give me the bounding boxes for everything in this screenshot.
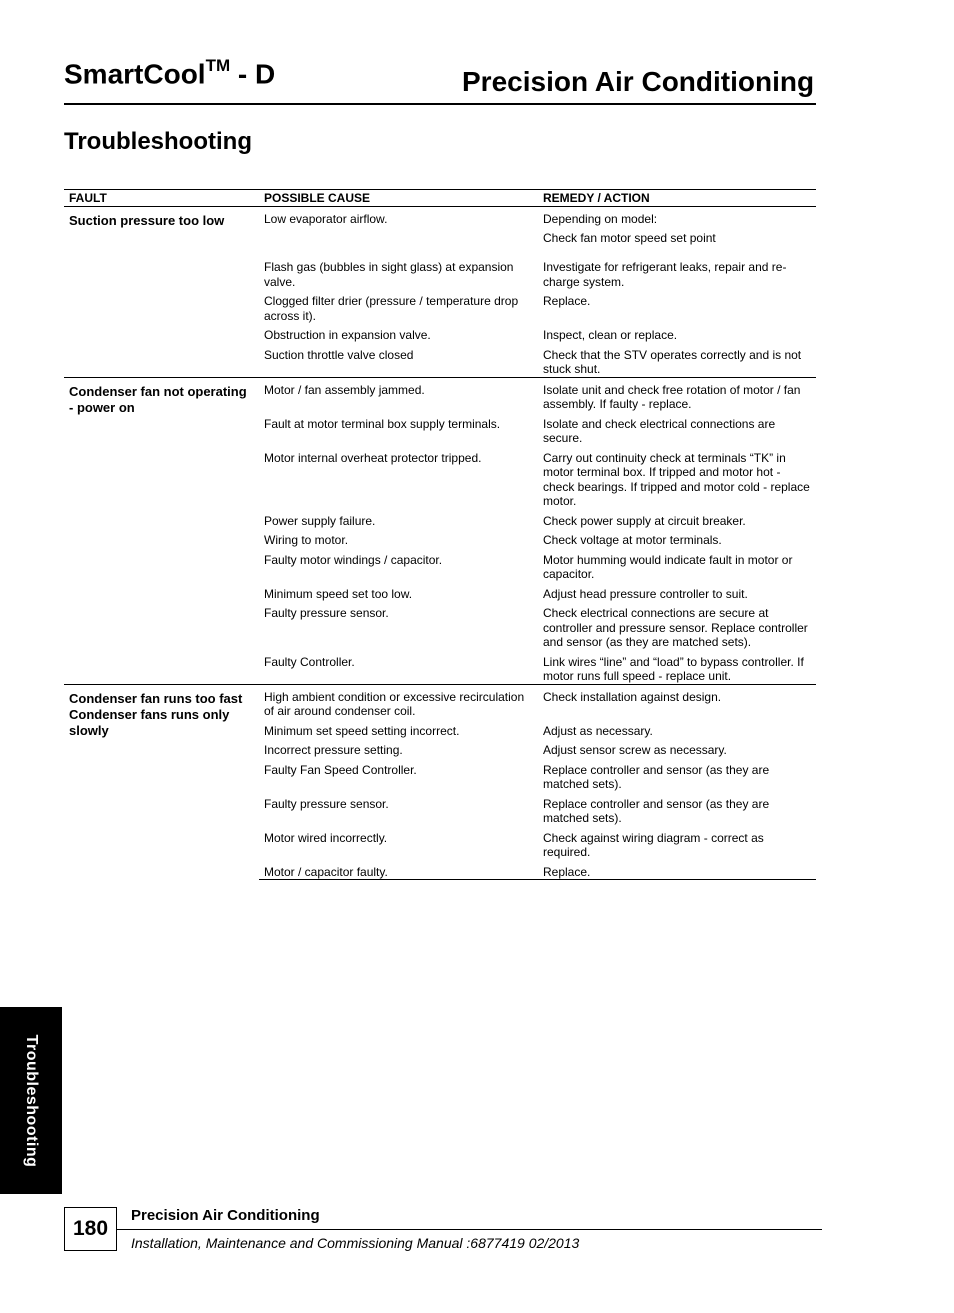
footer-title: Precision Air Conditioning (131, 1207, 320, 1224)
remedy-cell: Depending on model: (538, 206, 816, 226)
cause-cell: Faulty pressure sensor. (264, 606, 389, 620)
side-tab-label: Troubleshooting (23, 1034, 40, 1167)
section-title: Troubleshooting (64, 128, 252, 155)
remedy-cell: Replace. (538, 860, 816, 880)
remedy-cell: Isolate unit and check free rotation of motor / fan assembly. If faulty - replace. (538, 377, 816, 412)
table-row (64, 206, 816, 226)
cause-cell: Minimum set speed setting incorrect. (264, 723, 460, 738)
table-header-row (64, 190, 816, 207)
remedy-cell: Inspect, clean or replace. (543, 328, 678, 342)
remedy-cell: Replace. (543, 294, 591, 308)
document-title: Precision Air Conditioning (462, 66, 815, 97)
cause-cell: Faulty Controller. (264, 654, 355, 669)
remedy-cell: Check installation against design. (538, 684, 816, 719)
header-rule (64, 103, 816, 105)
cause-cell: Flash gas (bubbles in sight glass) at expansion valve. (264, 260, 514, 289)
brand-name: SmartCool (64, 58, 206, 90)
fault-label: Condenser fan not operating - power on (69, 383, 247, 415)
remedy-cell: Motor humming would indicate fault in motor or capacitor. (543, 552, 793, 581)
footer-rule (117, 1229, 822, 1230)
fault-label: Suction pressure too low (69, 212, 225, 228)
cause-cell: Motor wired incorrectly. (264, 830, 388, 845)
remedy-cell: Check against wiring diagram - correct as required. (543, 830, 764, 859)
column-header-remedy: REMEDY / ACTION (538, 190, 816, 207)
remedy-cell: Carry out continuity check at terminals “TK” in motor terminal box. If tripped and motor hot - check bearings. If tripped and motor cold - replace motor. (543, 450, 810, 508)
cause-cell: Wiring to motor. (264, 533, 349, 547)
remedy-cell: Adjust sensor screw as necessary. (543, 743, 727, 757)
cause-cell: Minimum speed set too low. (264, 586, 413, 601)
fault-cell (64, 377, 259, 684)
cause-cell: Clogged filter drier (pressure / temperature drop across it). (264, 294, 519, 323)
fault-label: Condenser fans runs only slowly (69, 706, 230, 738)
trademark-mark: TM (205, 56, 231, 75)
footer-subtitle: Installation, Maintenance and Commissioning Manual :6877419 02/2013 (131, 1235, 580, 1251)
cause-cell (259, 226, 538, 255)
cause-cell: Faulty Fan Speed Controller. (264, 762, 417, 777)
cause-cell: Motor / capacitor faulty. (259, 860, 538, 880)
fault-cell (64, 206, 259, 377)
cause-cell: Faulty motor windings / capacitor. (264, 552, 443, 567)
remedy-cell: Replace controller and sensor (as they are matched sets). (543, 762, 770, 791)
fault-cell (64, 684, 259, 880)
cause-cell: Low evaporator airflow. (259, 206, 538, 226)
remedy-cell: Investigate for refrigerant leaks, repair and re-charge system. (543, 260, 787, 289)
table-row (64, 377, 816, 412)
remedy-cell: Check voltage at motor terminals. (543, 533, 722, 547)
cause-cell: Incorrect pressure setting. (264, 743, 403, 757)
table-row (64, 684, 816, 719)
page-number: 180 (64, 1207, 117, 1251)
troubleshooting-table (64, 189, 816, 880)
cause-cell: Power supply failure. (264, 513, 376, 528)
remedy-cell: Check electrical connections are secure at controller and pressure sensor. Replace controller and sensor (as they are matched sets). (543, 606, 808, 649)
remedy-cell: Adjust as necessary. (543, 723, 653, 738)
column-header-cause: POSSIBLE CAUSE (259, 190, 538, 207)
remedy-cell: Link wires “line” and “load” to bypass controller. If motor runs full speed - replace unit. (543, 654, 804, 683)
cause-cell: Obstruction in expansion valve. (264, 328, 431, 342)
brand-suffix: - D (230, 58, 276, 90)
column-header-fault: FAULT (64, 190, 259, 207)
cause-cell: Fault at motor terminal box supply terminals. (264, 416, 501, 431)
remedy-cell: Check power supply at circuit breaker. (543, 513, 746, 528)
remedy-cell: Replace controller and sensor (as they are matched sets). (543, 796, 770, 825)
cause-cell: Motor internal overheat protector tripped. (264, 450, 482, 465)
remedy-cell: Isolate and check electrical connections are secure. (543, 416, 776, 445)
table-body (64, 206, 816, 880)
cause-cell: Motor / fan assembly jammed. (259, 377, 538, 412)
fault-label: Condenser fan runs too fast (69, 690, 243, 706)
remedy-cell: Adjust head pressure controller to suit. (543, 586, 748, 601)
side-tab (0, 1007, 62, 1194)
brand-title (64, 58, 275, 90)
remedy-cell: Check that the STV operates correctly and is not stuck shut. (543, 347, 802, 376)
cause-cell: High ambient condition or excessive recirculation of air around condenser coil. (259, 684, 538, 719)
remedy-cell: Check fan motor speed set point (543, 231, 716, 245)
cause-cell: Suction throttle valve closed (264, 347, 414, 362)
cause-cell: Faulty pressure sensor. (264, 796, 389, 811)
